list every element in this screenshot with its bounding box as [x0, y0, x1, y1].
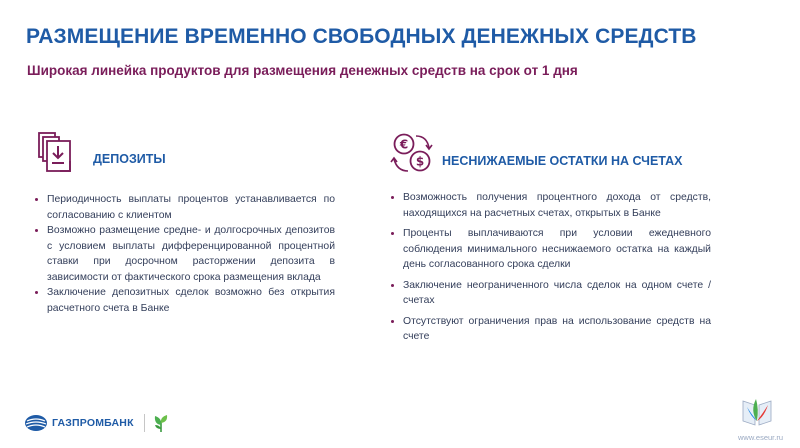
balances-heading: НЕСНИЖАЕМЫЕ ОСТАТКИ НА СЧЕТАХ [442, 154, 683, 168]
page-subtitle: Широкая линейка продуктов для размещения денежных средств на срок от 1 дня [27, 63, 578, 78]
watermark-text: www.eseur.ru [738, 433, 784, 442]
footer-divider [144, 414, 145, 432]
balances-header [389, 130, 711, 178]
list-item: Отсутствуют ограничения прав на использование средств на счете [389, 314, 711, 345]
deposit-document-icon [33, 130, 83, 178]
list-item: Периодичность выплаты процентов устанавливается по согласованию с клиентом [33, 192, 335, 223]
list-item: Возможно размещение средне- и долгосрочных депозитов с условием выплаты дифференцированной процентной ставки при досрочном расторжении депозита в зависимости от фактического срока размещения вклада [33, 223, 335, 285]
gazprombank-logo [24, 414, 48, 432]
deposits-heading: ДЕПОЗИТЫ [93, 152, 166, 166]
deposits-list [33, 192, 335, 316]
balances-section [389, 130, 711, 342]
sprout-logo [153, 413, 169, 433]
currency-exchange-icon [389, 130, 435, 178]
deposits-header [33, 130, 333, 178]
list-item: Заключение неограниченного числа сделок на одном счете / счетах [389, 278, 711, 309]
eseur-book-logo [740, 393, 774, 429]
svg-text:€: € [399, 137, 409, 152]
page-title: РАЗМЕЩЕНИЕ ВРЕМЕННО СВОБОДНЫХ ДЕНЕЖНЫХ СРЕДСТВ [26, 25, 697, 48]
list-item: Возможность получения процентного дохода от средств, находящихся на расчетных счетах, открытых в Банке [389, 190, 711, 221]
svg-text:$: $ [415, 154, 425, 169]
list-item: Заключение депозитных сделок возможно без открытия расчетного счета в Банке [33, 285, 335, 316]
balances-list [389, 190, 711, 350]
list-item: Проценты выплачиваются при условии ежедневного соблюдения минимального неснижаемого остатка на каждый день согласованного срока сделки [389, 226, 711, 273]
bank-name: ГАЗПРОМБАНК [52, 417, 134, 429]
deposits-section [33, 130, 335, 314]
footer-logo [24, 412, 169, 434]
